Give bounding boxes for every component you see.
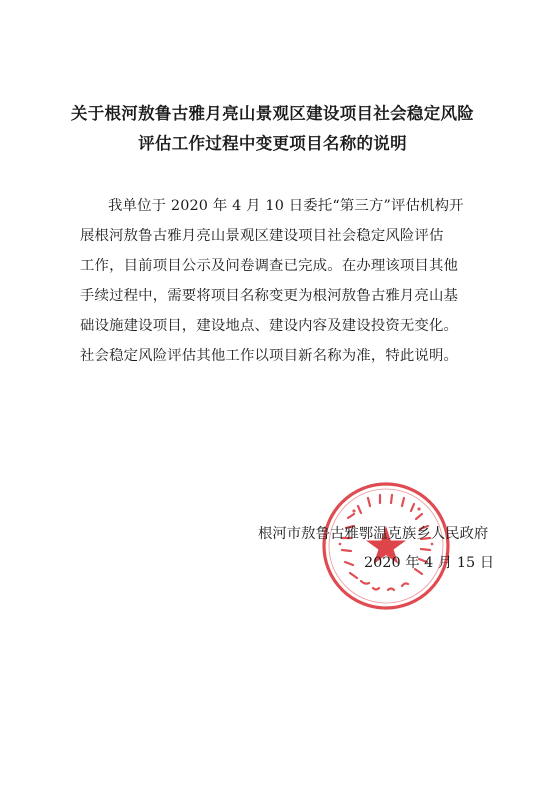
body-paragraph-line: 手续过程中，需要将项目名称变更为根河敖鲁古雅月亮山基 [80, 288, 459, 304]
body-paragraph-line: 社会稳定风险评估其他工作以项目新名称为准，特此说明。 [80, 348, 459, 364]
document-date: 2020 年 4 月 15 日 [364, 555, 495, 571]
body-paragraph-line: 我单位于 2020 年 4 月 10 日委托“第三方”评估机构开 [108, 198, 464, 214]
body-paragraph-line: 工作，目前项目公示及问卷调查已完成。在办理该项目其他 [80, 258, 459, 274]
document-title-line-1: 关于根河敖鲁古雅月亮山景观区建设项目社会稳定风险 [70, 104, 475, 123]
official-seal-icon [318, 478, 454, 614]
body-paragraph-line: 础设施建设项目，建设地点、建设内容及建设投资无变化。 [80, 318, 459, 334]
document-title-line-2: 评估工作过程中变更项目名称的说明 [138, 134, 407, 153]
signer-organization: 根河市敖鲁古雅鄂温克族乡人民政府 [258, 526, 489, 542]
body-paragraph-line: 展根河敖鲁古雅月亮山景观区建设项目社会稳定风险评估 [80, 228, 444, 244]
